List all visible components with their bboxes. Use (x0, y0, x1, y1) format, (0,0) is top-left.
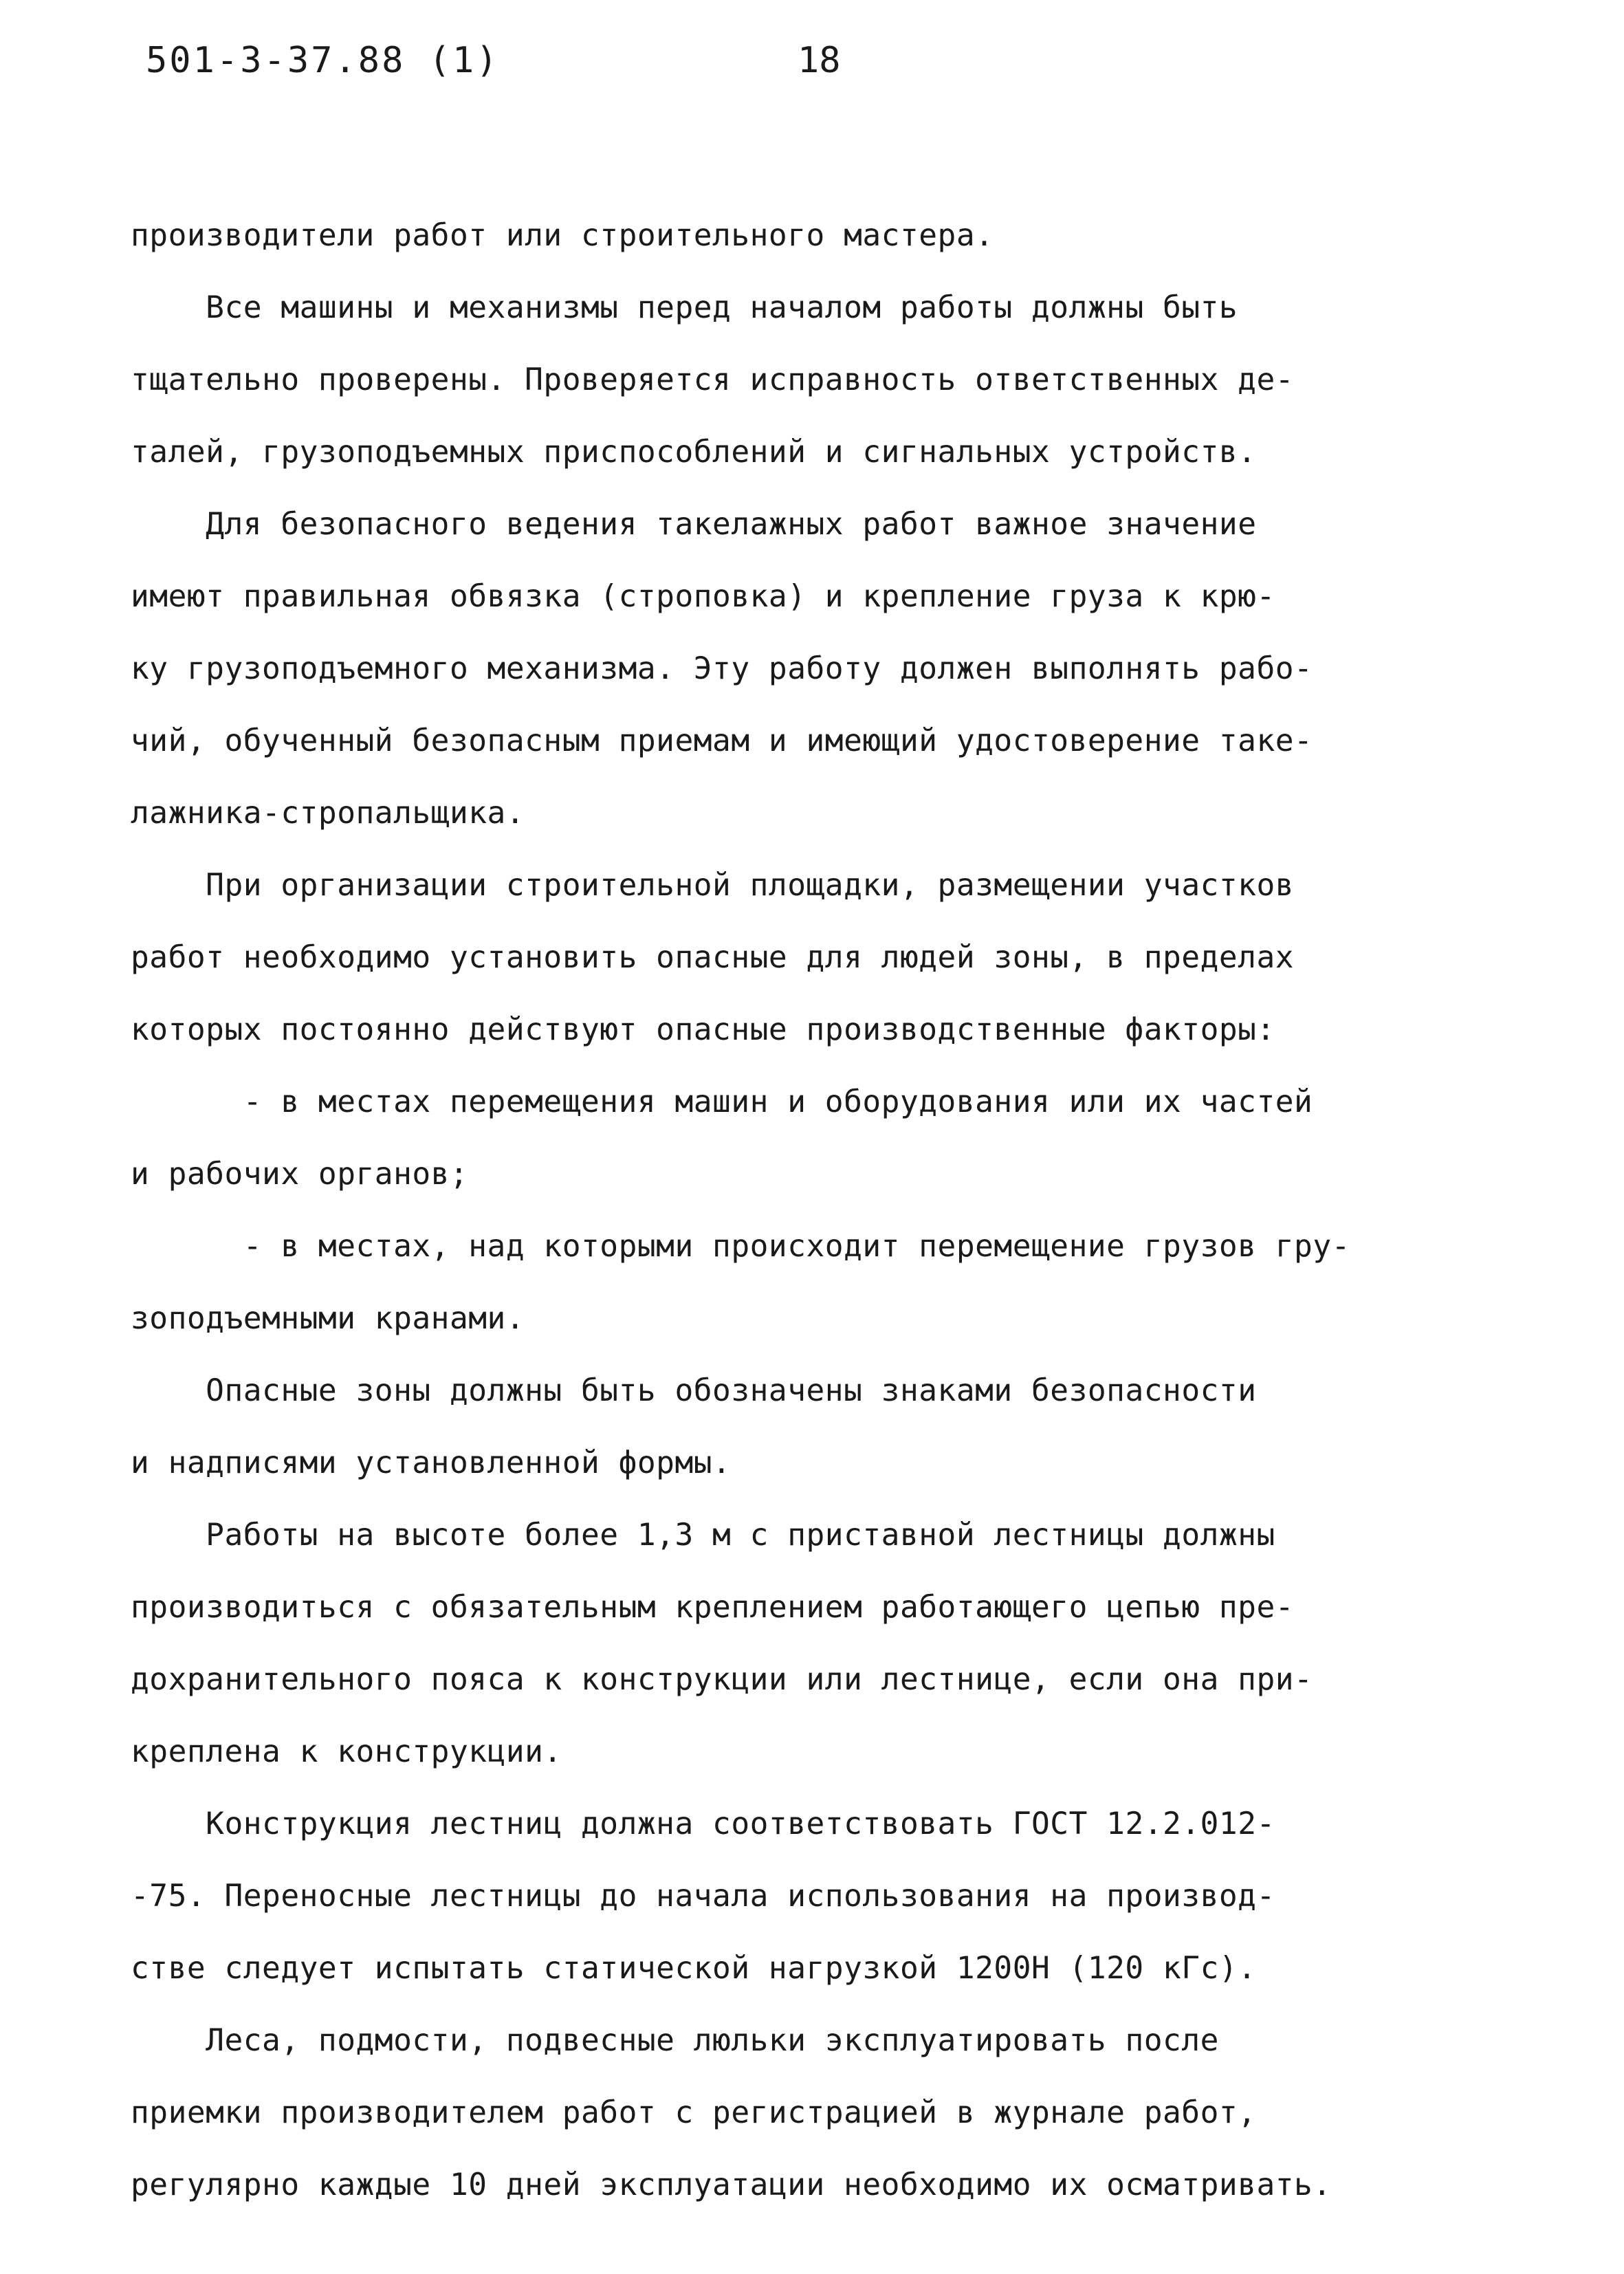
paragraph-6: Работы на высоте более 1,3 м с приставной лестницы должны производиться с обязательным креплением работающего цепью пре- дохранительного пояса к конструкции или лестнице, если она при- креплена к конструкции. (131, 1518, 1313, 1769)
page-number: 18 (798, 40, 841, 81)
paragraph-2: Все машины и механизмы перед началом работы должны быть тщательно проверены. Проверяется исправность ответственных де- талей, грузоподъемных приспособлений и сигнальных устройств. (131, 290, 1295, 470)
document-body (131, 199, 1506, 2221)
list-item-2: - в местах, над которыми происходит перемещение грузов гру- зоподъемными кранами. (131, 1229, 1350, 1336)
paragraph-7: Конструкция лестниц должна соответствовать ГОСТ 12.2.012- -75. Переносные лестницы до начала использования на производ- стве следует испытать статической нагрузкой 1200Н (120 кГс). (131, 1806, 1275, 1986)
list-item-1: - в местах перемещения машин и оборудования или их частей и рабочих органов; (131, 1084, 1313, 1192)
paragraph-1: производители работ или строительного мастера. (131, 218, 994, 253)
paragraph-8: Леса, подмости, подвесные люльки эксплуатировать после приемки производителем работ с регистрацией в журнале работ, регулярно каждые 10 дней эксплуатации необходимо их осматривать. (131, 2023, 1332, 2202)
paragraph-3: Для безопасного ведения такелажных работ важное значение имеют правильная обвязка (строповка) и крепление груза к крю- ку грузоподъемного механизма. Эту работу должен выполнять рабо- чий, обученный безопасным приемам и имеющий удостоверение таке- лажника-стропальщика. (131, 507, 1313, 831)
document-code: 501-3-37.88 (1) (146, 40, 500, 81)
paragraph-5: Опасные зоны должны быть обозначены знаками безопасности и надписями установленной формы. (131, 1373, 1257, 1480)
paragraph-4: При организации строительной площадки, размещении участков работ необходимо установить опасные для людей зоны, в пределах которых постоянно действуют опасные производственные факторы: (131, 868, 1295, 1047)
